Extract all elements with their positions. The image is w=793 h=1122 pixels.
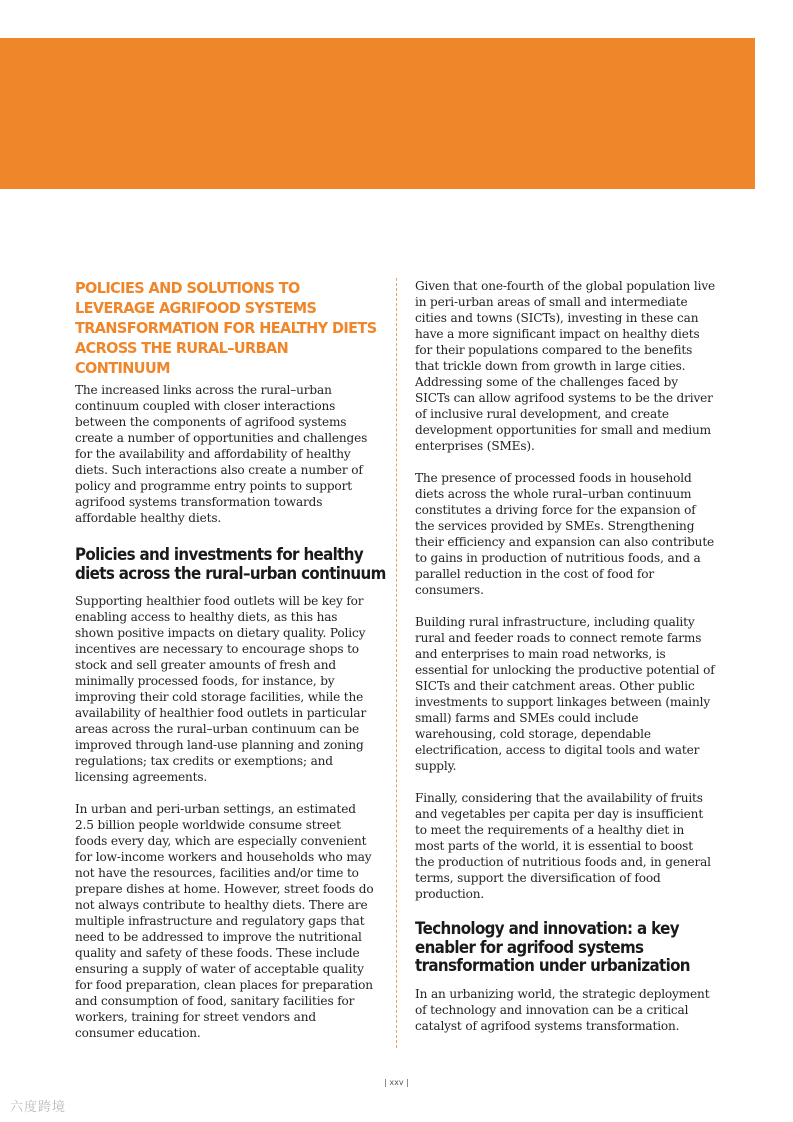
subsection-title-technology: Technology and innovation: a key enabler for agrifood systems transformation under urbanization (415, 919, 690, 975)
column-divider (396, 278, 397, 1048)
left-column (75, 278, 386, 1057)
paragraph-processed-foods: The presence of processed foods in household diets across the whole rural–urban continuum constitutes a driving force for the expansion of the services provided by SMEs. Strengthening their efficiency and expansion can also contribute to gains in production of nutritious foods, and a parallel reduction in the cost of food for consumers. (415, 471, 715, 597)
header-banner (0, 38, 755, 189)
paragraph-sicts: Given that one-fourth of the global population live in peri-urban areas of small and intermediate cities and towns (SICTs), investing in these can have a more significant impact on healthy diets for their populations compared to the benefits that trickle down from growth in large cities. Addressing some of the challenges faced by SICTs can allow agrifood systems to be the driver of inclusive rural development, and create development opportunities for small and medium enterprises (SMEs). (415, 279, 716, 453)
paragraph-rural-infrastructure: Building rural infrastructure, including quality rural and feeder roads to connect remote farms and enterprises to main road networks, is essential for unlocking the productive potential of SICTs and their catchment areas. Other public investments to support linkages between (mainly small) farms and SMEs could include warehousing, cold storage, dependable electrification, access to digital tools and water supply. (415, 615, 715, 773)
paragraph-fruits-vegetables: Finally, considering that the availability of fruits and vegetables per capita per day is insufficient to meet the requirements of a healthy diet in most parts of the world, it is essential to boost the production of nutritious foods and, in general terms, support the diversification of food production. (415, 791, 711, 901)
paragraph-healthier-outlets: Supporting healthier food outlets will be key for enabling access to healthy diets, as this has shown positive impacts on dietary quality. Policy incentives are necessary to encourage shops to stock and sell greater amounts of fresh and minimally processed foods, for instance, by improving their cold storage facilities, while the availability of healthier food outlets in particular areas across the rural–urban continuum can be improved through land-use planning and zoning regulations; tax credits or exemptions; and licensing agreements. (75, 594, 367, 784)
section-title: POLICIES AND SOLUTIONS TO LEVERAGE AGRIFOOD SYSTEMS TRANSFORMATION FOR HEALTHY DIETS ACROSS THE RURAL–URBAN CONTINUUM (75, 279, 377, 377)
page-number: | xxv | (384, 1078, 409, 1087)
watermark-logo: 六度跨境 (10, 1100, 67, 1115)
right-column (415, 278, 715, 1050)
subsection-title-policies: Policies and investments for healthy diets across the rural–urban continuum (75, 545, 386, 583)
paragraph-street-foods: In urban and peri-urban settings, an estimated 2.5 billion people worldwide consume street foods every day, which are especially convenient for low-income workers and households who may not have the resources, facilities and/or time to prepare dishes at home. However, street foods do not always contribute to healthy diets. There are multiple infrastructure and regulatory gaps that need to be addressed to improve the nutritional quality and safety of these foods. These include ensuring a supply of water of acceptable quality for food preparation, clean places for preparation and consumption of food, sanitary facilities for workers, training for street vendors and consumer education. (75, 802, 374, 1040)
intro-paragraph: The increased links across the rural–urban continuum coupled with closer interactions between the components of agrifood systems create a number of opportunities and challenges for the availability and affordability of healthy diets. Such interactions also create a number of policy and programme entry points to support agrifood systems transformation towards affordable healthy diets. (75, 383, 368, 525)
paragraph-technology: In an urbanizing world, the strategic deployment of technology and innovation can be a critical catalyst of agrifood systems transformation. (415, 986, 710, 1033)
